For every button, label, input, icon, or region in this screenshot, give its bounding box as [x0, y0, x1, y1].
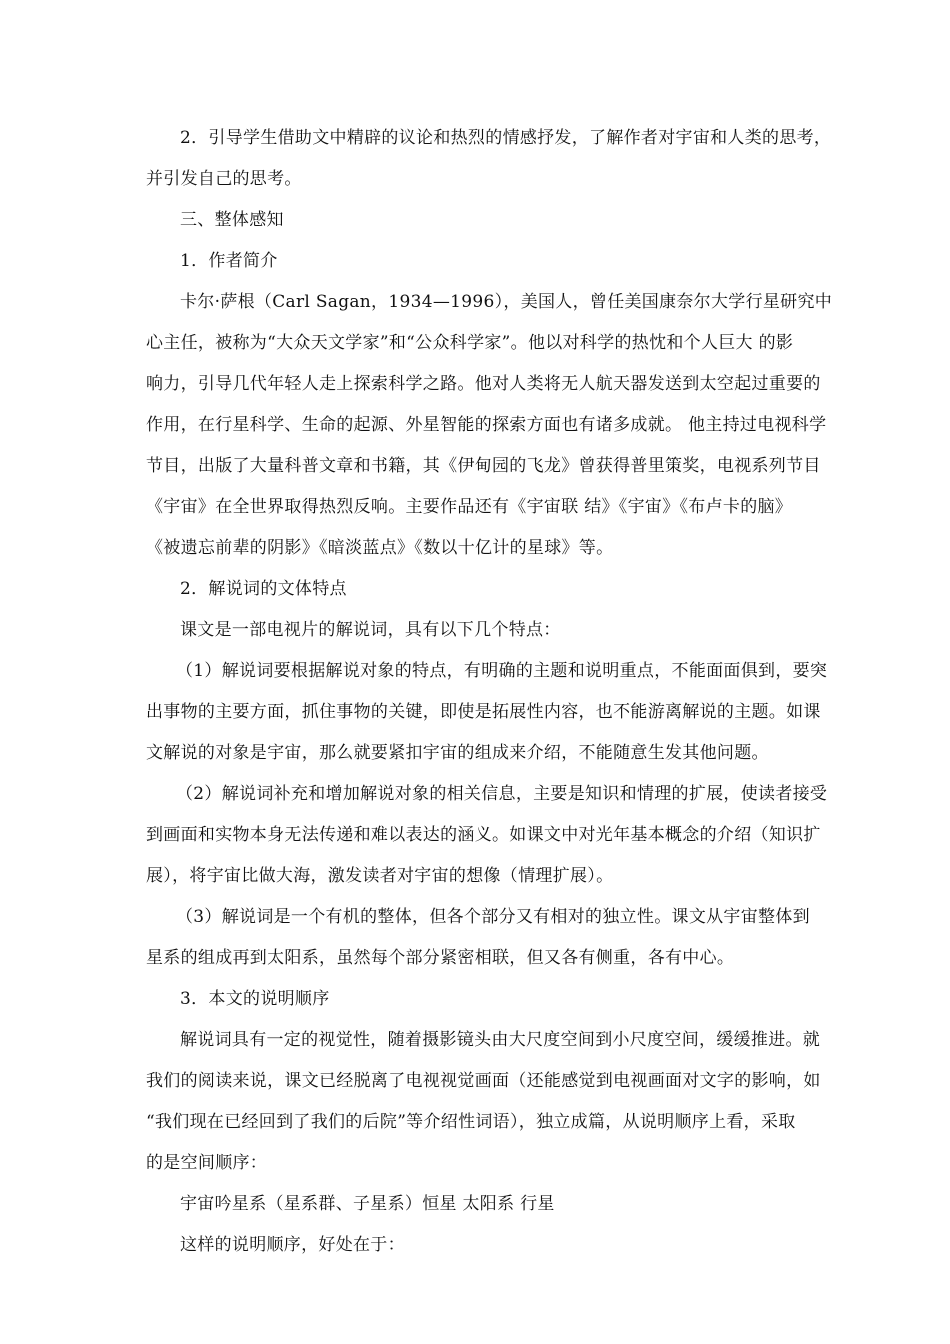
subheading-order: 3．本文的说明顺序 — [180, 989, 330, 1009]
author-paragraph-line-7: 《被遗忘前辈的阴影》《暗淡蓝点》《数以十亿计的星球》等。 — [146, 538, 614, 558]
subheading-author: 1．作者简介 — [180, 251, 278, 271]
feature-2-line-3: 展），将宇宙比做大海，激发读者对宇宙的想像（情理扩展）。 — [146, 866, 614, 886]
order-paragraph-line-1: 解说词具有一定的视觉性，随着摄影镜头由大尺度空间到小尺度空间，缓缓推进。就 — [180, 1030, 821, 1050]
genre-intro: 课文是一部电视片的解说词，具有以下几个特点： — [180, 620, 561, 640]
author-paragraph-line-4: 作用，在行星科学、生命的起源、外星智能的探索方面也有诸多成就。 他主持过电视科学 — [146, 415, 827, 435]
feature-3-line-2: 星系的组成再到太阳系，虽然每个部分紧密相联，但又各有侧重，各有中心。 — [146, 948, 735, 968]
feature-1-line-2: 出事物的主要方面，抓住事物的关键，即使是拓展性内容，也不能游离解说的主题。如课 — [146, 702, 821, 722]
section-heading-overall: 三、整体感知 — [180, 210, 284, 230]
author-paragraph-line-5: 节目，出版了大量科普文章和书籍，其《伊甸园的飞龙》曾获得普里策奖，电视系列节目 — [146, 456, 821, 476]
subheading-genre: 2．解说词的文体特点 — [180, 579, 347, 599]
author-paragraph-line-2: 心主任，被称为“大众天文学家”和“公众科学家”。他以对科学的热忱和个人巨大 的影 — [146, 333, 794, 353]
feature-3-line-1: （3）解说词是一个有机的整体，但各个部分又有相对的独立性。课文从宇宙整体到 — [176, 907, 810, 927]
author-paragraph-line-1: 卡尔·萨根（Carl Sagan，1934—1996），美国人，曾任美国康奈尔大学行星研究中 — [180, 292, 833, 312]
order-paragraph-line-4: 的是空间顺序： — [146, 1153, 268, 1173]
order-sequence: 宇宙吟星系（星系群、子星系）恒星 太阳系 行星 — [180, 1194, 555, 1214]
order-benefit-intro: 这样的说明顺序，好处在于： — [180, 1235, 405, 1255]
goal-2-line-2: 并引发自己的思考。 — [146, 169, 302, 189]
author-paragraph-line-3: 响力，引导几代年轻人走上探索科学之路。他对人类将无人航天器发送到太空起过重要的 — [146, 374, 821, 394]
order-paragraph-line-3: “我们现在已经回到了我们的后院”等介绍性词语），独立成篇，从说明顺序上看，采取 — [146, 1112, 796, 1132]
feature-2-line-2: 到画面和实物本身无法传递和难以表达的涵义。如课文中对光年基本概念的介绍（知识扩 — [146, 825, 821, 845]
feature-1-line-1: （1）解说词要根据解说对象的特点，有明确的主题和说明重点，不能面面俱到，要突 — [176, 661, 828, 681]
goal-2-line-1: 2．引导学生借助文中精辟的议论和热烈的情感抒发，了解作者对宇宙和人类的思考， — [180, 128, 832, 148]
author-paragraph-line-6: 《宇宙》在全世界取得热烈反响。主要作品还有《宇宙联 结》《宇宙》《布卢卡的脑》 — [146, 497, 793, 517]
order-paragraph-line-2: 我们的阅读来说，课文已经脱离了电视视觉画面（还能感觉到电视画面对文字的影响，如 — [146, 1071, 821, 1091]
feature-2-line-1: （2）解说词补充和增加解说对象的相关信息，主要是知识和情理的扩展，使读者接受 — [176, 784, 828, 804]
document-page — [146, 118, 833, 1266]
feature-1-line-3: 文解说的对象是宇宙，那么就要紧扣宇宙的组成来介绍，不能随意生发其他问题。 — [146, 743, 769, 763]
